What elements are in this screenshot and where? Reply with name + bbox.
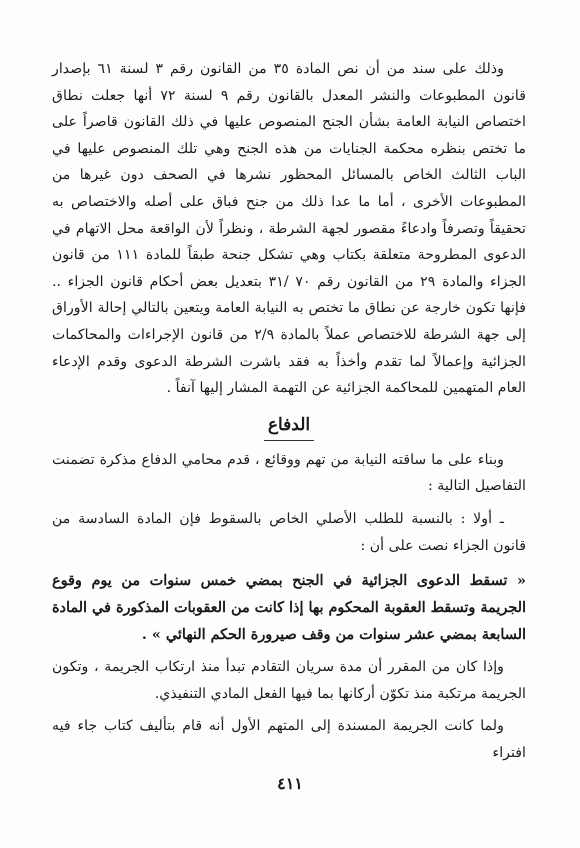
body-paragraph-4: وإذا كان من المقرر أن مدة سريان التقادم تبدأ منذ ارتكاب الجريمة ، وتكون الجريمة مرتكبة منذ تكوّن أركانها بما فيها الفعل المادي التنفيذي. [52, 659, 526, 702]
section-heading-text: الدفاع [264, 412, 314, 441]
section-heading [52, 412, 526, 441]
page-body [52, 56, 526, 766]
body-paragraph-5: ولما كانت الجريمة المسندة إلى المتهم الأول أنه قام بتأليف كتاب جاء فيه افتراء [52, 718, 526, 761]
quoted-legal-text: « تسقط الدعوى الجزائية في الجنح بمضي خمس سنوات من يوم وقوع الجريمة وتسقط العقوبة المحكوم بها إذا كانت من العقوبات المذكورة في المادة السابعة بمضي عشر سنوات من وقف صيرورة الحكم النهائي » . [52, 572, 526, 644]
body-paragraph-3: ـ أولا : بالنسبة للطلب الأصلي الخاص بالسقوط فإن المادة السادسة من قانون الجزاء نصت على أن : [52, 510, 526, 554]
page-number: ٤١١ [277, 774, 303, 793]
body-paragraph-2: وبناء على ما ساقته النيابة من تهم ووقائع ، قدم محامي الدفاع مذكرة تضمنت التفاصيل التالية : [52, 451, 526, 495]
body-paragraph-1: وذلك على سند من أن نص المادة ٣٥ من القانون رقم ٣ لسنة ٦١ بإصدار قانون المطبوعات والنشر المعدل بالقانون رقم ٩ لسنة ٧٢ أنها جعلت نطاق اختصاص النيابة العامة بشأن الجنح المنصوص عليها في ذلك القانون قاصراً على ما تختص بنظره محكمة الجنايات من هذه الجنح وهي تلك المنصوص عليها في الباب الثالث الخاص بالمسائل المحظور نشرها في الصحف دون غيرها من المطبوعات الأخرى ، أما ما عدا ذلك من جنح فباق على أصله والاختصاص به تحقيقاً وتصرفاً وادعاءً مقصور لجهة الشرطة ، ونظراً لأن الواقعة محل الاتهام في الدعوى المطروحة متعلقة بكتاب وهي تشكل جنحة طبقاً للمادة ١١١ من قانون الجزاء والمادة ٢٩ من القانون رقم ٧٠ /٣١ بتعديل بعض أحكام قانون الجزاء .. فإنها تكون خارجة عن نطاق ما تختص به النيابة العامة ويتعين بالتالي إحالة الأوراق إلى جهة الشرطة للاختصاص عملاً بالمادة ٢/٩ من قانون الإجراءات والمحاكمات الجزائية وإعمالاً لما تقدم وأخذاً به فقد باشرت الشرطة الدعوى وقدم الإدعاء العام المتهمين للمحاكمة الجزائية عن التهمة المشار إليها آنفاً . [52, 61, 526, 397]
